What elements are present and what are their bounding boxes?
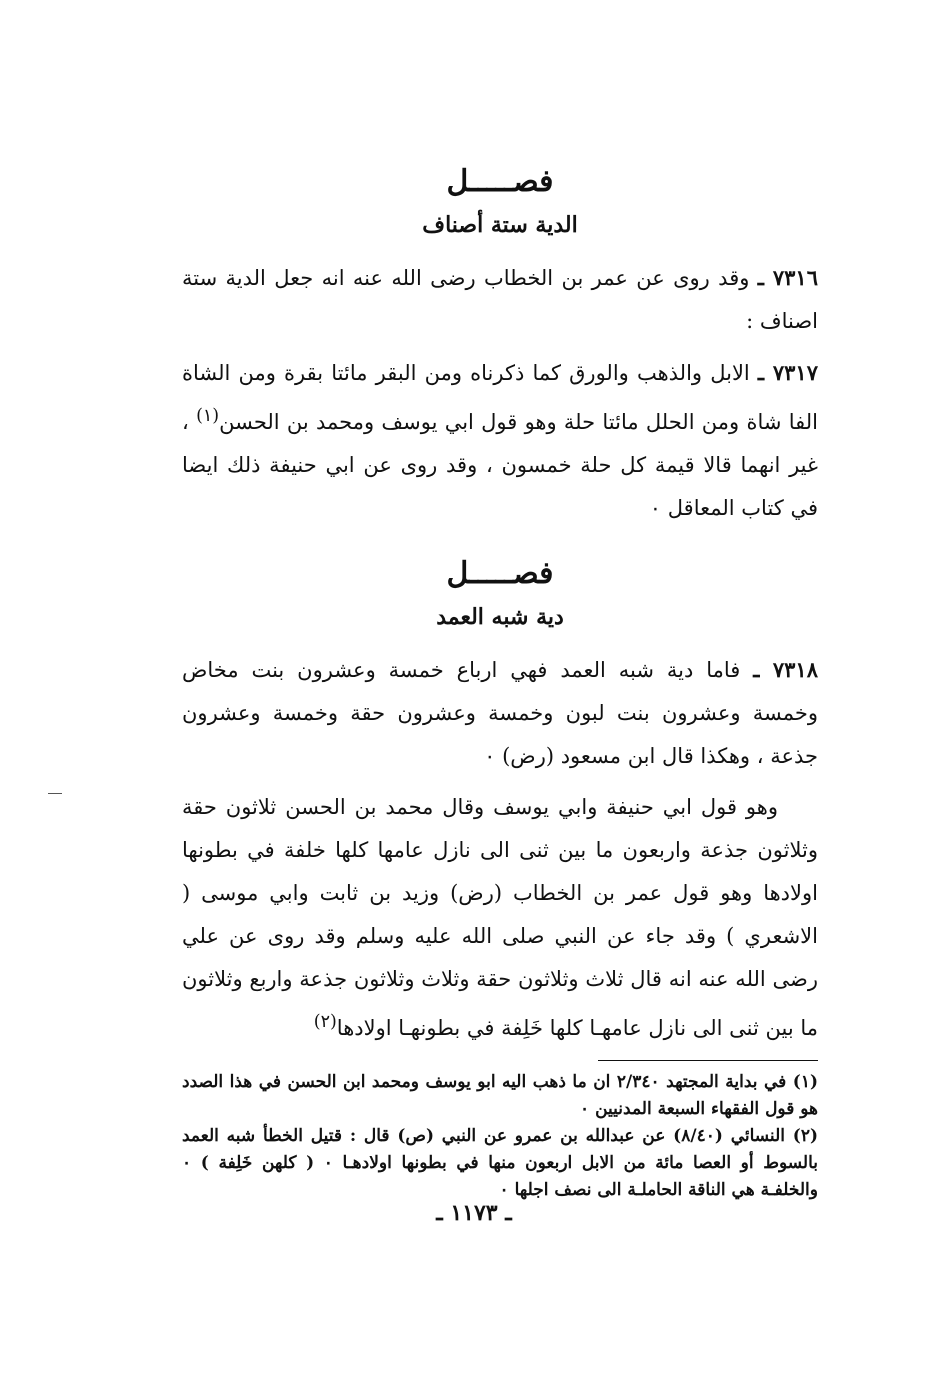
margin-mark [48,793,62,794]
section-heading-1: فصـــــل [446,164,554,199]
paragraph-number: ٧٣١٨ ـ [753,657,818,682]
footnote-ref-1: (١) [196,406,220,426]
paragraph-7317 [182,351,818,530]
paragraph-text-continued: ، غير انهما قالا قيمة كل حلة خمسون ، وقد روى عن ابي حنيفة ذلك ايضا في كتاب المعاقل ٠ [182,410,818,520]
paragraph-main [182,786,818,1050]
paragraph-7318 [182,648,818,778]
paragraph-text: فاما دية شبه العمد فهي ارباع خمسة وعشرون بنت مخاض وخمسة وعشرون بنت لبون وخمسة وعشرون حقة وخمسة وعشرون جذعة ، وهكذا قال ابن مسعود (رض) ٠ [182,658,818,768]
footnote-2: (٢) النسائي (٨/٤٠) عن عبدالله بن عمرو عن النبي (ص) قال : قتيل الخطأ شبه العمد بالسوط أو العصا مائة من الابل اربعون منها في بطونها اولادهـا ٠ ( كلهن خَلِفة ) ٠ والخلفـة هي الناقة الحاملـة الى نصف اجلها ٠ [182,1126,819,1200]
section-subheading-1: الدية ستة أصناف [422,212,578,238]
paragraph-text: الابل والذهب والورق كما ذكرناه ومن البقر مائتا بقرة ومن الشاة الفا شاة ومن الحلل مائتا حلة وهو قول ابي يوسف ومحمد بن الحسن [182,361,818,434]
paragraph-text: وقد روى عن عمر بن الخطاب رضى الله عنه انه جعل الدية ستة اصناف : [182,266,818,333]
section-heading-2: فصـــــل [446,556,554,591]
section-subheading-2: دية شبه العمد [436,604,564,630]
footnote-divider [598,1060,818,1061]
paragraph-7316 [182,256,818,343]
paragraph-number: ٧٣١٧ ـ [757,360,818,385]
footnote-ref-2: (٢) [313,1012,337,1032]
footnote-1: (١) في بداية المجتهد ٢/٣٤٠ ان ما ذهب اليه ابو يوسف ومحمد ابن الحسن في هذا الصدد هو قول الفقهاء السبعة المدنيين ٠ [182,1072,818,1119]
paragraph-text: وهو قول ابي حنيفة وابي يوسف وقال محمد بن الحسن ثلاثون حقة وثلاثون جذعة واربعون ما بين ثنى الى نازل عامها كلها خلفة في بطونها اولادها وهو قول عمر بن الخطاب (رض) وزيد بن ثابت وابي موسى ( الاشعري ) وقد جاء عن النبي صلى الله عليه وسلم وقد روى عن علي رضى الله عنه انه قال ثلاث وثلاثون حقة وثلاث وثلاثون جذعة واربع وثلاثون ما بين ثنى الى نازل عامهـا كلها خَلِفة في بطونهـا اولادها [182,795,818,1040]
page-body [182,160,818,1204]
paragraph-number: ٧٣١٦ ـ [757,265,818,290]
page-number: ـ ١١٧٣ ـ [436,1200,512,1226]
